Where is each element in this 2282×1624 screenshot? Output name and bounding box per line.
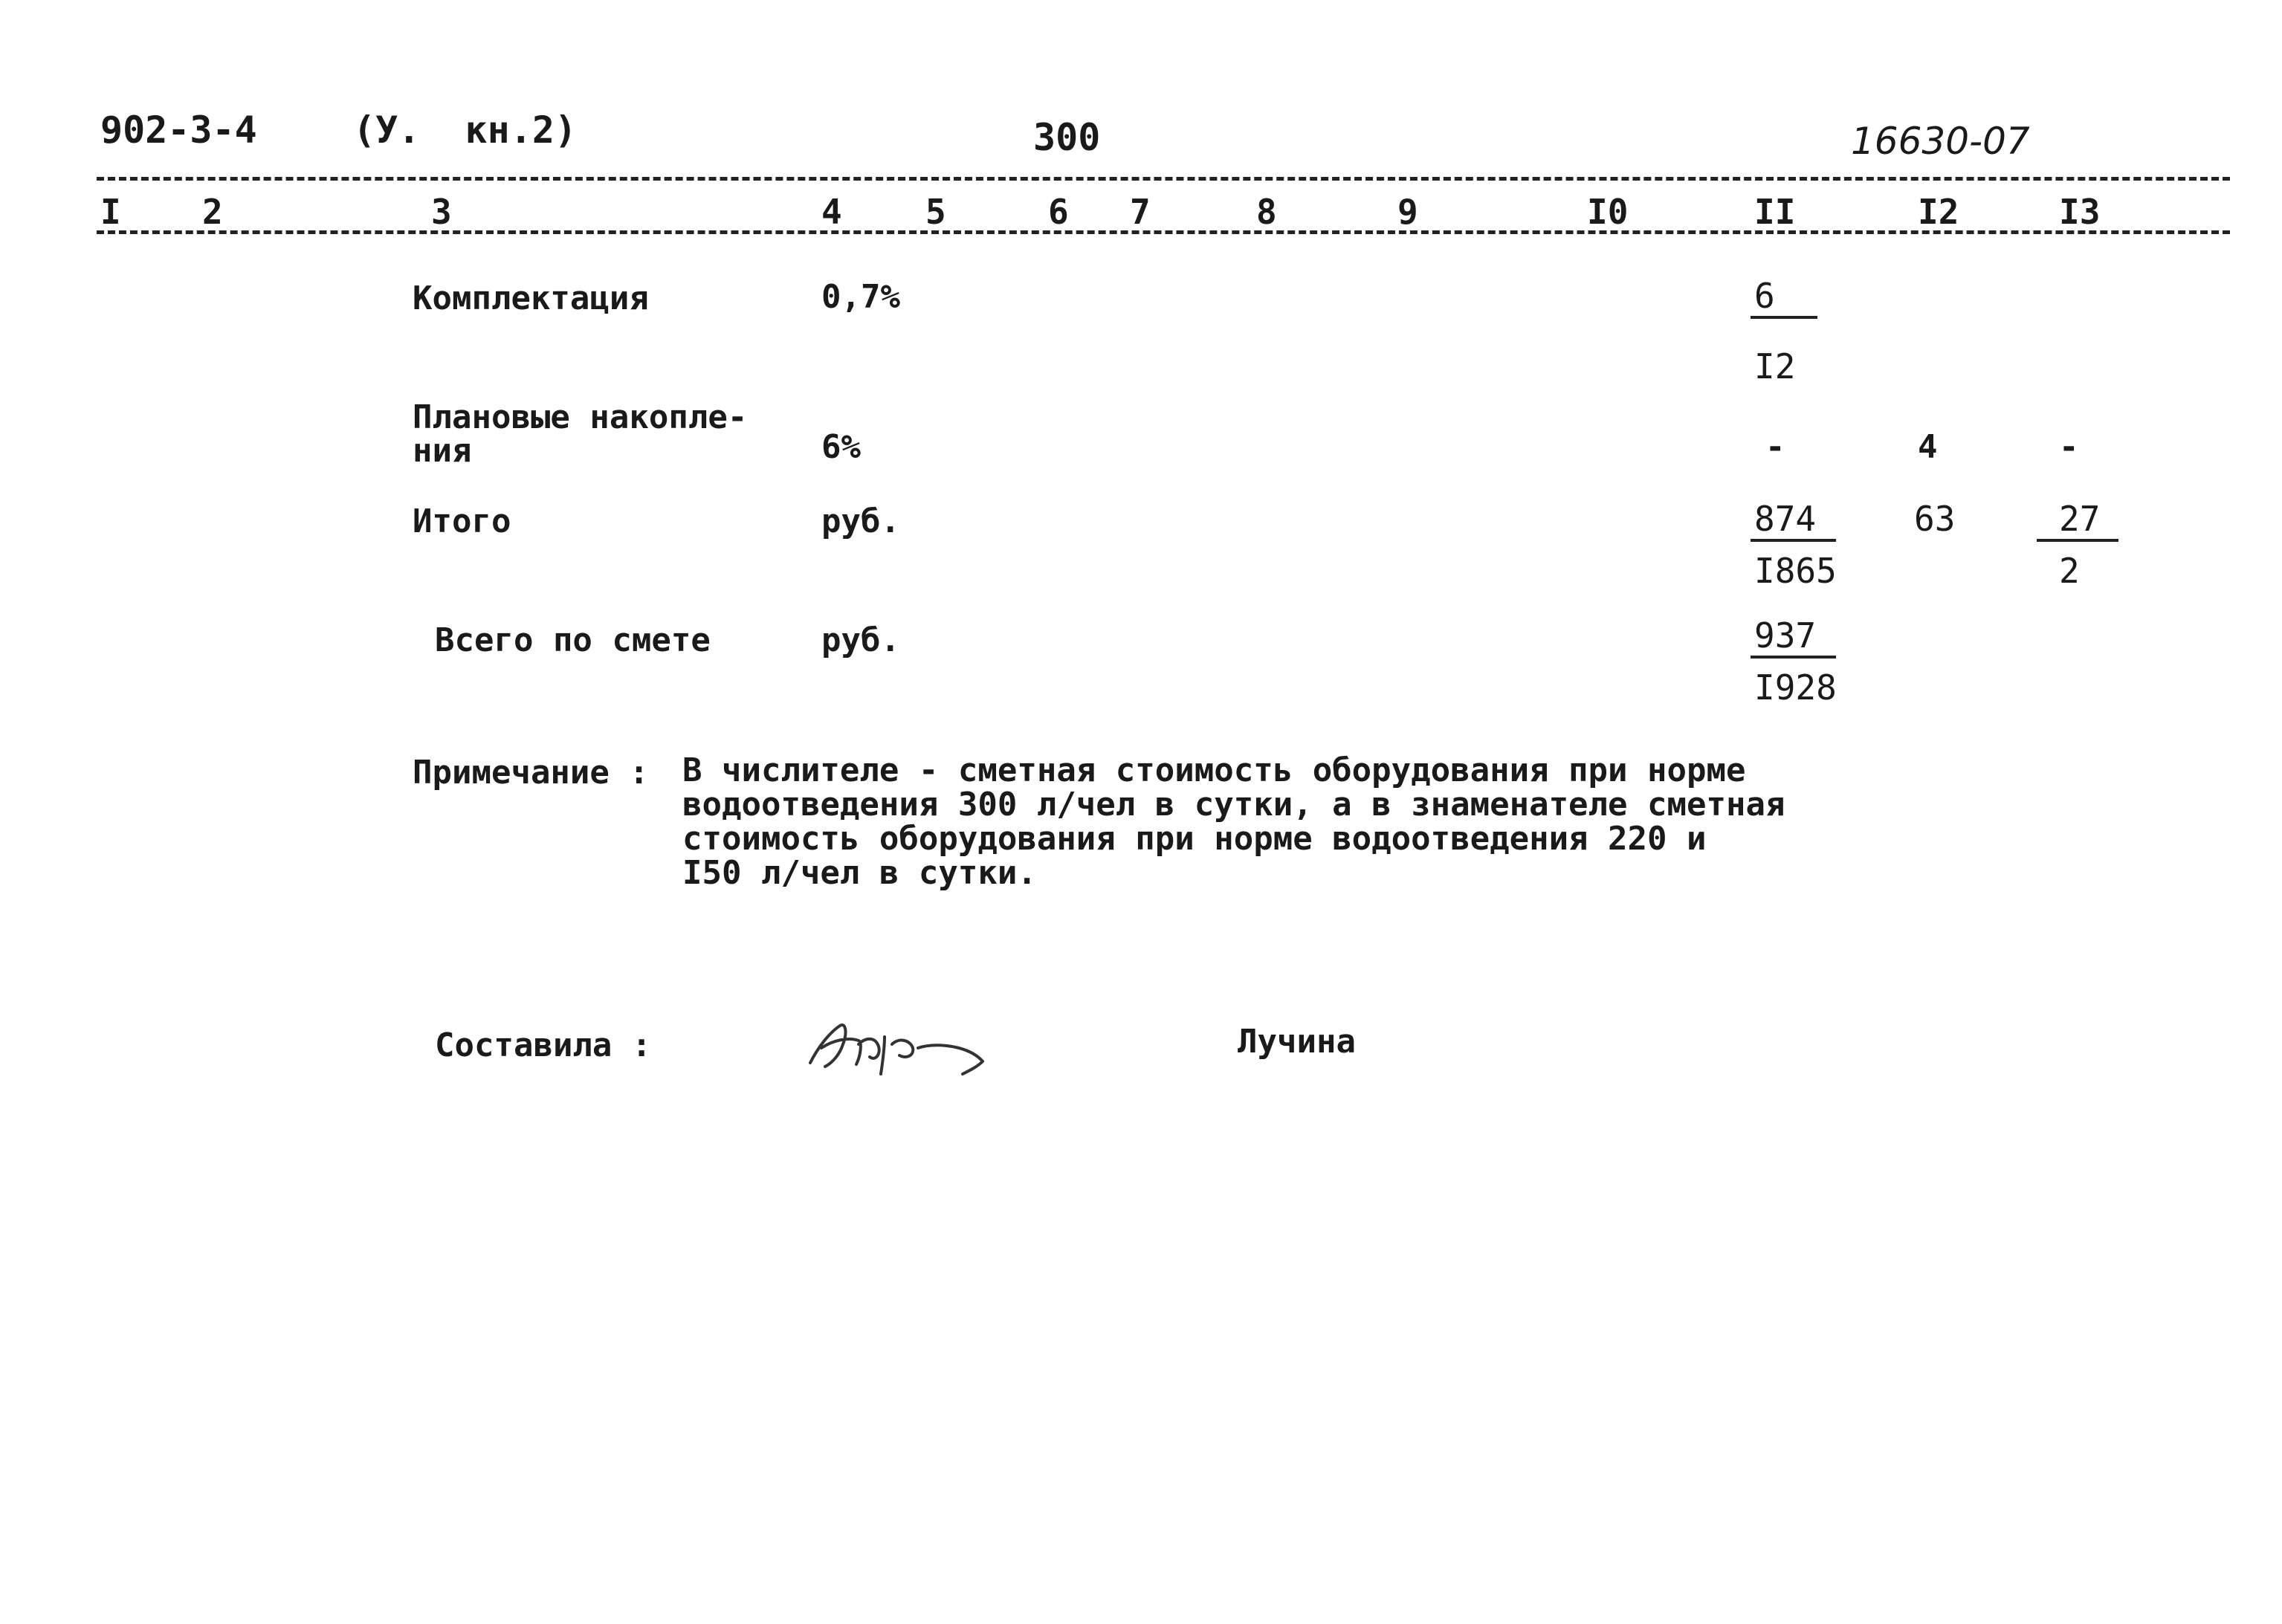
- header-rule-top: [97, 177, 2230, 181]
- column-number: 5: [925, 192, 946, 232]
- column-number: 2: [202, 192, 223, 232]
- col11-value: -: [1765, 428, 1785, 466]
- row-label-plan-line2: ния: [413, 432, 472, 470]
- doc-code: 902-3-4: [100, 109, 257, 152]
- col11-numerator: 6: [1754, 276, 1775, 316]
- column-number: II: [1754, 192, 1796, 232]
- column-number: 7: [1130, 192, 1151, 232]
- col13-numerator: 27: [2059, 499, 2101, 539]
- row-unit-vsego: руб.: [821, 621, 900, 659]
- fraction-bar: [1751, 316, 1817, 319]
- note-label: Примечание :: [413, 754, 649, 792]
- handwritten-signature: [788, 1003, 1011, 1085]
- column-number: 4: [821, 192, 842, 232]
- fraction-bar: [1751, 656, 1836, 659]
- column-number: I3: [2059, 192, 2101, 232]
- note-text: [682, 751, 1785, 892]
- signer-name: Лучина: [1238, 1023, 1356, 1061]
- col13-denominator: 2: [2059, 551, 2080, 591]
- signature-label: Составила :: [435, 1026, 652, 1064]
- col11-numerator: 937: [1754, 615, 1817, 656]
- column-number: 8: [1256, 192, 1277, 232]
- column-number: 6: [1048, 192, 1069, 232]
- note-line: I50 л/чел в сутки.: [682, 854, 1037, 892]
- volume-label: (У. кн.2): [353, 109, 578, 152]
- col11-denominator: I2: [1754, 346, 1796, 386]
- note-line: В числителе - сметная стоимость оборудования при норме: [682, 751, 1746, 789]
- row-label-plan-line1: Плановые накопле-: [413, 398, 748, 436]
- col12-value: 4: [1918, 428, 1938, 466]
- col13-value: -: [2059, 428, 2079, 466]
- column-number: 3: [431, 192, 452, 232]
- column-number: I: [100, 192, 121, 232]
- inventory-number: 16630-07: [1851, 120, 2030, 163]
- column-number: I0: [1587, 192, 1629, 232]
- column-number: 9: [1397, 192, 1418, 232]
- page-number: 300: [1033, 116, 1101, 159]
- row-rate-plan: 6%: [821, 428, 861, 466]
- fraction-bar: [1751, 539, 1836, 542]
- col11-denominator: I865: [1754, 551, 1837, 591]
- col11-numerator: 874: [1754, 499, 1817, 539]
- row-rate-komplektatsiya: 0,7%: [821, 278, 900, 316]
- fraction-bar: [2037, 539, 2118, 542]
- row-label-komplektatsiya: Комплектация: [413, 279, 649, 317]
- col11-denominator: I928: [1754, 667, 1837, 708]
- note-line: стоимость оборудования при норме водоотведения 220 и: [682, 820, 1707, 858]
- row-unit-itogo: руб.: [821, 502, 900, 540]
- col12-value: 63: [1914, 499, 1956, 539]
- row-label-vsego: Всего по смете: [435, 621, 711, 659]
- column-number: I2: [1918, 192, 1959, 232]
- header-rule-bottom: [97, 230, 2230, 234]
- row-label-itogo: Итого: [413, 502, 511, 540]
- note-line: водоотведения 300 л/чел в сутки, а в знаменателе сметная: [682, 786, 1785, 824]
